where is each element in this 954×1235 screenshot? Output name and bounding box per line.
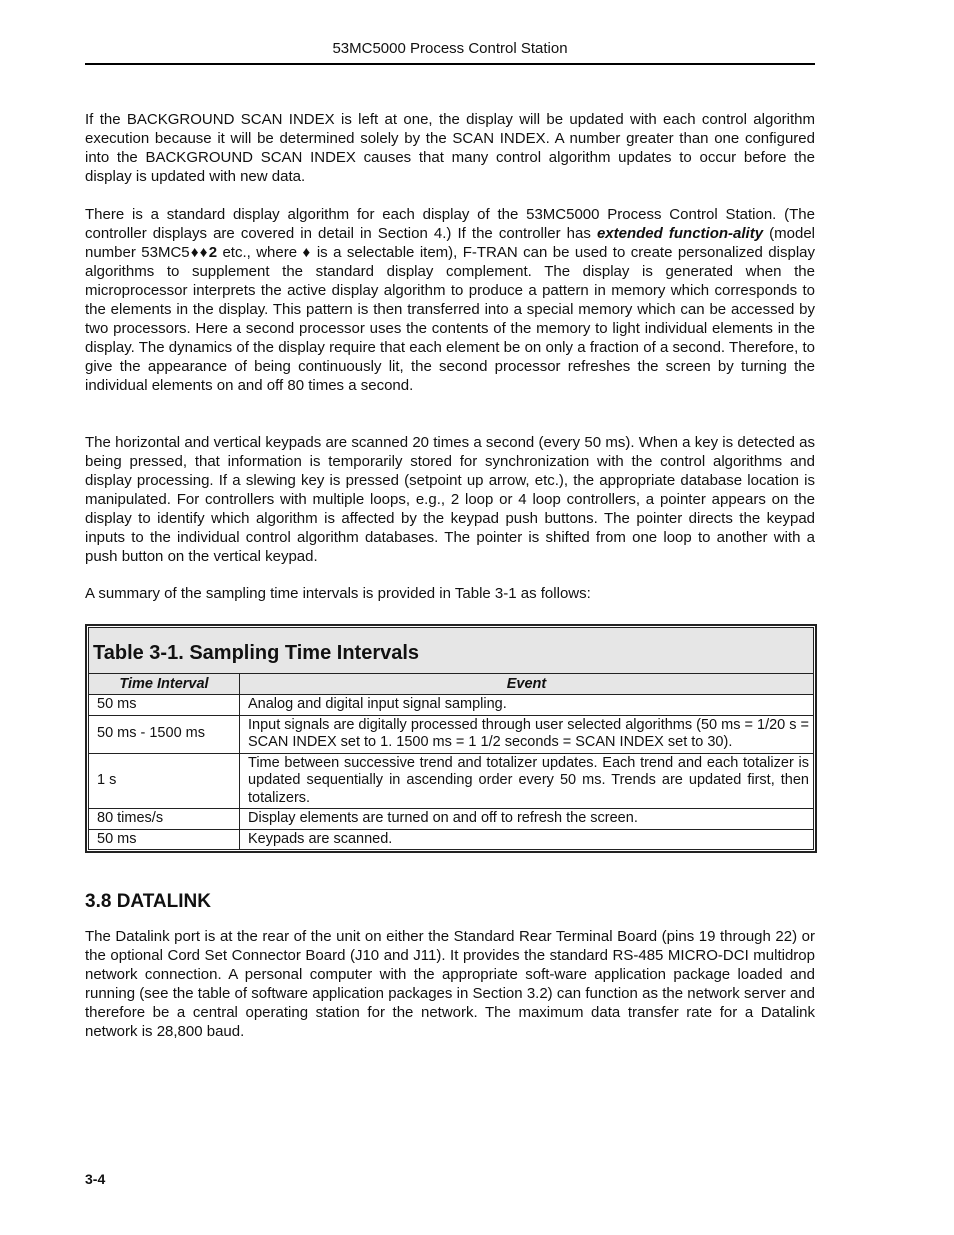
cell-event: Keypads are scanned.	[240, 829, 814, 850]
paragraph-table-intro: A summary of the sampling time intervals is provided in Table 3-1 as follows:	[85, 585, 591, 602]
cell-time-interval: 1 s	[89, 753, 240, 809]
table-row	[89, 753, 814, 809]
cell-time-interval: 80 times/s	[89, 809, 240, 830]
cell-event: Analog and digital input signal sampling.	[240, 695, 814, 716]
sampling-time-table	[88, 627, 814, 850]
sampling-time-table-frame	[85, 624, 817, 853]
table-caption: Table 3-1. Sampling Time Intervals	[89, 628, 814, 674]
paragraph-text: (model number 53MC5	[85, 225, 815, 261]
page-number: 3-4	[85, 1171, 106, 1187]
paragraph-text: etc., where	[217, 244, 303, 261]
column-header-time-interval: Time Interval	[89, 674, 240, 695]
paragraph-keypads: The horizontal and vertical keypads are scanned 20 times a second (every 50 ms). When a key is detected as being pressed, that information is temporarily stored for synchronization with the control algorithms and display processing. If a slewing key is pressed (setpoint up arrow, etc.), the appropriate database location is manipulated. For controllers with multiple loops, e.g., 2 loop or 4 loop controllers, a pointer appears on the display to identify which algorithm is affected by the keypad push buttons. The pointer directs the keypad inputs to the individual control algorithm databases. The pointer is shifted from one loop to another with a push button on the vertical keypad.	[85, 434, 815, 565]
section-heading-datalink: 3.8 DATALINK	[85, 891, 211, 912]
column-header-event: Event	[240, 674, 814, 695]
table-row	[89, 695, 814, 716]
paragraph-display-algorithm	[85, 205, 815, 395]
table-row	[89, 829, 814, 850]
paragraph-background-scan-index: If the BACKGROUND SCAN INDEX is left at one, the display will be updated with each control algorithm execution because it will be determined solely by the SCAN INDEX. A number greater than one configured into the BACKGROUND SCAN INDEX causes that many control algorithm updates to occur before the display is updated with new data.	[85, 111, 815, 185]
paragraph-datalink: The Datalink port is at the rear of the unit on either the Standard Rear Terminal Board (pins 19 through 22) or the optional Cord Set Connector Board (J10 and J11). It provides the standard RS-485 MICRO-DCI multidrop network connection. A personal computer with the appropriate soft-ware application package loaded and running (see the table of software application packages in Section 3.2) can function as the network server and therefore be a central operating station for the network. The maximum data transfer rate for a Datalink network is 28,800 baud.	[85, 928, 815, 1040]
cell-event: Input signals are digitally processed through user selected algorithms (50 ms = 1/20 s = SCAN INDEX set to 1. 1500 ms = 1 1/2 seconds = SCAN INDEX set to 30).	[240, 715, 814, 753]
table-caption-row	[89, 628, 814, 674]
table-row	[89, 715, 814, 753]
running-header: 53MC5000 Process Control Station	[85, 40, 815, 65]
model-number-suffix: ♦♦2	[189, 244, 218, 261]
cell-event: Time between successive trend and totalizer updates. Each trend and each totalizer is updated sequentially in ascending order every 50 ms. Trends are updated first, then totalizers.	[240, 753, 814, 809]
diamond-icon: ♦	[302, 244, 312, 261]
table-header-row	[89, 674, 814, 695]
table-row	[89, 809, 814, 830]
extended-functionality-term: extended function-ality	[596, 225, 764, 242]
cell-time-interval: 50 ms - 1500 ms	[89, 715, 240, 753]
cell-time-interval: 50 ms	[89, 695, 240, 716]
cell-event: Display elements are turned on and off to refresh the screen.	[240, 809, 814, 830]
cell-time-interval: 50 ms	[89, 829, 240, 850]
paragraph-text: is a selectable item), F-TRAN can be used to create personalized display algorithms to supplement the standard display complement. The display is generated when the microprocessor interprets the active display algorithm to produce a pattern in memory which corresponds to the elements in the display. This pattern is then transferred into a special memory which can be accessed by two processors. Here a second processor uses the contents of the memory to light individual elements in the display. The dynamics of the display require that each element be on only a fraction of a second. Therefore, to give the appearance of being continuously lit, the second processor refreshes the screen by turning the individual elements on and off 80 times a second.	[85, 244, 816, 394]
paragraph-text: There is a standard display algorithm for each display of the 53MC5000 Process Control Station. (The controller displays are covered in detail in Section 4.) If the controller has	[85, 206, 815, 242]
